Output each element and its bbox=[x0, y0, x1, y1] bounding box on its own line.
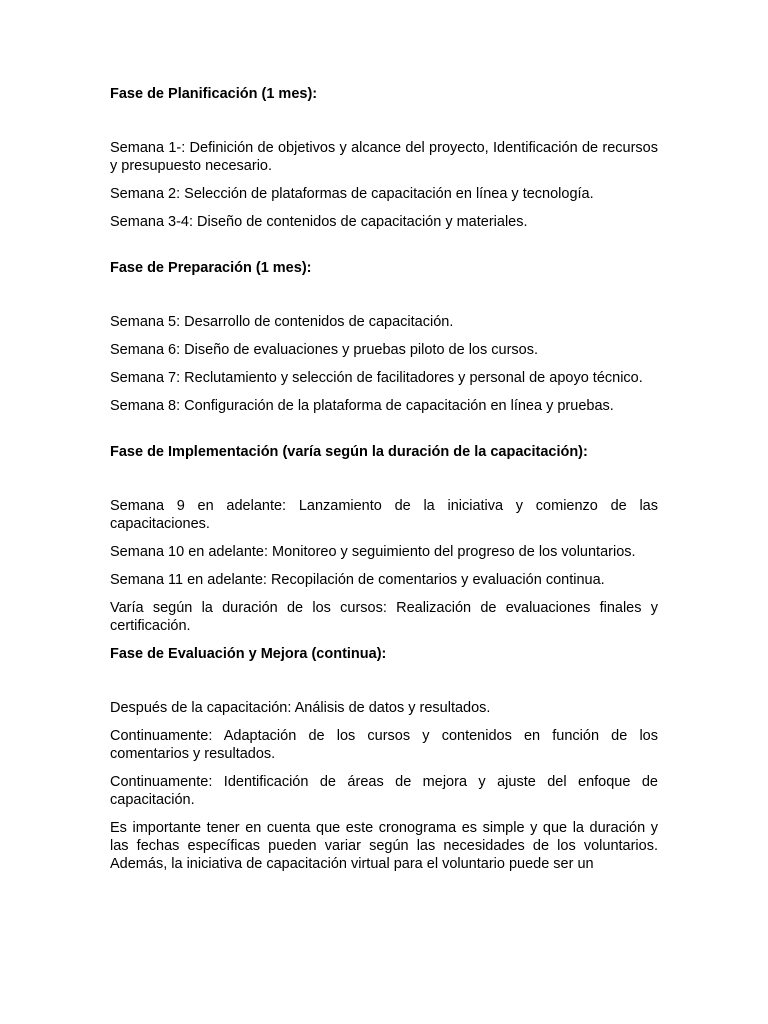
paragraph-semana-5: Semana 5: Desarrollo de contenidos de capacitación. bbox=[110, 314, 454, 330]
paragraph-semana-6: Semana 6: Diseño de evaluaciones y pruebas piloto de los cursos. bbox=[110, 342, 539, 358]
paragraph-semana-8: Semana 8: Configuración de la plataforma de capacitación en línea y pruebas. bbox=[110, 398, 614, 414]
paragraph-semana-9: Semana 9 en adelante: Lanzamiento de la iniciativa y comienzo de las capacitaciones. bbox=[110, 498, 658, 532]
section-heading-planificacion: Fase de Planificación (1 mes): bbox=[110, 86, 318, 102]
section-heading-preparacion: Fase de Preparación (1 mes): bbox=[110, 260, 312, 276]
paragraph-semana-10: Semana 10 en adelante: Monitoreo y seguimiento del progreso de los voluntarios. bbox=[110, 544, 636, 560]
paragraph-identificacion: Continuamente: Identificación de áreas de mejora y ajuste del enfoque de capacitación. bbox=[110, 774, 658, 808]
paragraph-despues: Después de la capacitación: Análisis de datos y resultados. bbox=[110, 700, 491, 716]
section-heading-implementacion: Fase de Implementación (varía según la duración de la capacitación): bbox=[110, 444, 588, 460]
paragraph-semana-11: Semana 11 en adelante: Recopilación de comentarios y evaluación continua. bbox=[110, 572, 605, 588]
paragraph-conclusion: Es importante tener en cuenta que este cronograma es simple y que la duración y las fechas específicas pueden variar según las necesidades de los voluntarios. Además, la iniciativa de capacitación virtual para el voluntario puede ser un bbox=[110, 820, 658, 872]
paragraph-semana-7: Semana 7: Reclutamiento y selección de facilitadores y personal de apoyo técnico. bbox=[110, 370, 643, 386]
document-body bbox=[110, 85, 658, 873]
paragraph-varia-segun: Varía según la duración de los cursos: Realización de evaluaciones finales y certificación. bbox=[110, 600, 658, 634]
paragraph-semana-3-4: Semana 3-4: Diseño de contenidos de capacitación y materiales. bbox=[110, 214, 528, 230]
paragraph-semana-1: Semana 1-: Definición de objetivos y alcance del proyecto, Identificación de recursos y presupuesto necesario. bbox=[110, 140, 658, 174]
paragraph-adaptacion: Continuamente: Adaptación de los cursos y contenidos en función de los comentarios y resultados. bbox=[110, 728, 658, 762]
section-heading-evaluacion: Fase de Evaluación y Mejora (continua): bbox=[110, 646, 387, 662]
paragraph-semana-2: Semana 2: Selección de plataformas de capacitación en línea y tecnología. bbox=[110, 186, 594, 202]
